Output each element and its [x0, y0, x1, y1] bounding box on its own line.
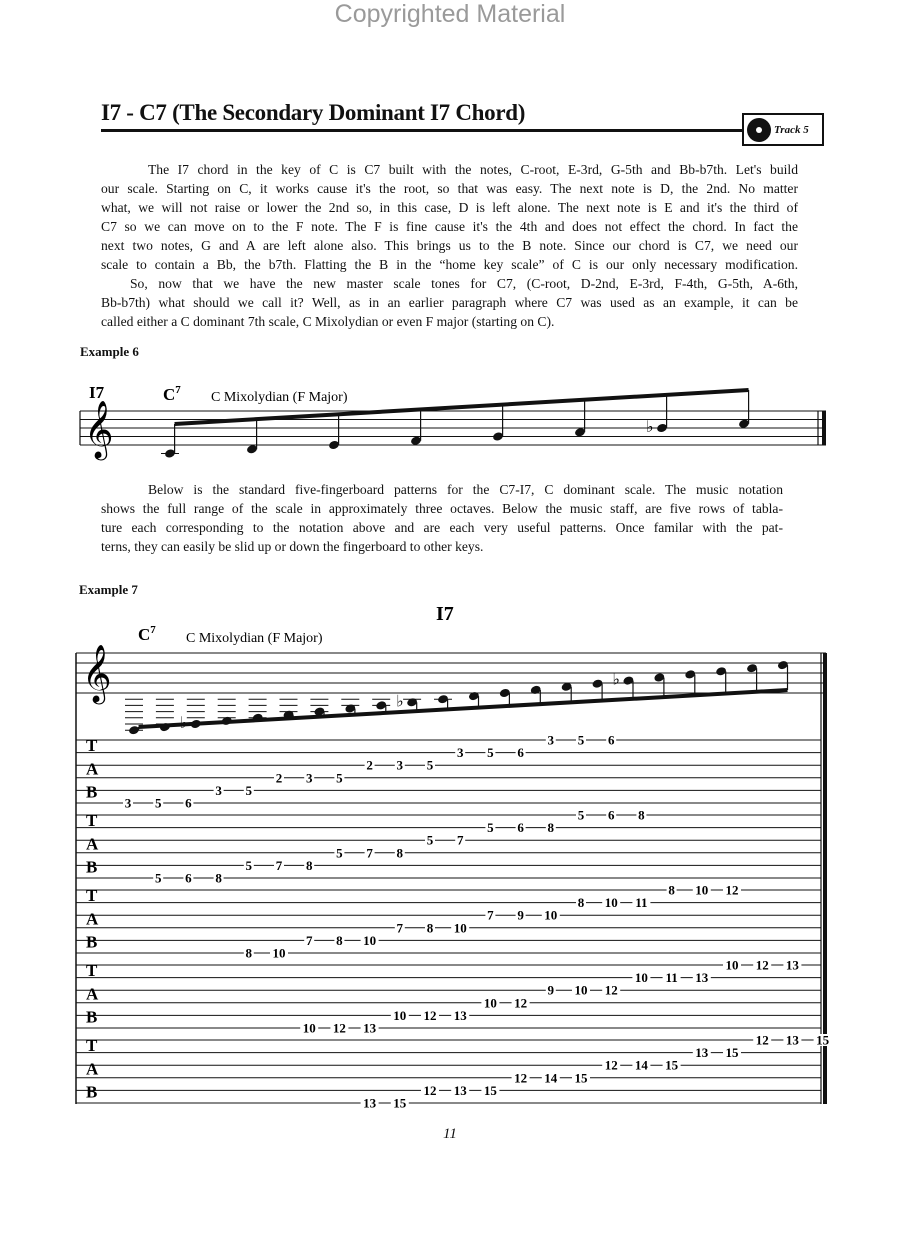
tab-fret-number: 15	[665, 1057, 679, 1073]
tab-fret-number: 7	[456, 832, 464, 848]
tab-fret-number: 12	[514, 995, 528, 1011]
flat-accidental: ♭	[612, 671, 620, 689]
tab-clef-letter: B	[86, 1082, 98, 1102]
example-6-label: Example 6	[80, 344, 139, 359]
tab-fret-number: 13	[453, 1082, 467, 1098]
tab-fret-number: 6	[607, 807, 615, 823]
tab-fret-number: 14	[634, 1057, 648, 1073]
tab-fret-number: 10	[544, 907, 558, 923]
scale-name: C Mixolydian (F Major)	[186, 631, 323, 646]
tab-fret-number: 7	[305, 932, 313, 948]
tab-fret-number: 8	[547, 820, 555, 836]
tab-fret-number: 10	[393, 1007, 407, 1023]
intro-line: our scale. Starting on C, it works cause it's the root, so that was easy. The next note is D, the 2nd. No matter	[101, 181, 798, 196]
treble-clef-icon: 𝄞	[82, 645, 112, 701]
tab-fret-number: 5	[426, 757, 434, 773]
tab-clef-letter: A	[86, 909, 99, 929]
tab-fret-number: 9	[517, 907, 524, 923]
tab-fret-number: 7	[275, 857, 283, 873]
tab-fret-number: 13	[453, 1007, 467, 1023]
tab-clef-letter: T	[86, 961, 98, 980]
tab-fret-number: 13	[363, 1095, 377, 1111]
intro-line: C7 so we can move on to the F note. The F is fine cause it's the 4th and does not effect the chord. In fact the	[101, 219, 798, 234]
treble-clef-icon: 𝄞	[84, 401, 114, 457]
tab-fret-number: 5	[245, 782, 253, 798]
tab-fret-number: 3	[396, 757, 404, 773]
tab-clef-letter: B	[86, 1007, 98, 1027]
tab-clef-letter: B	[86, 857, 98, 877]
page-number: 11	[443, 1126, 457, 1142]
tab-fret-number: 10	[363, 932, 377, 948]
tab-fret-number: 11	[665, 970, 678, 986]
tab-fret-number: 13	[785, 957, 799, 973]
tab-fret-number: 10	[302, 1020, 316, 1036]
chord-symbol: $C^7$	[163, 384, 181, 404]
tab-fret-number: 10	[695, 882, 709, 898]
tab-fret-number: 5	[336, 770, 343, 786]
tab-fret-number: 10	[272, 945, 286, 961]
tab-fret-number: 10	[453, 920, 467, 936]
example-7-heading: I7	[436, 603, 454, 625]
tab-fret-number: 15	[393, 1095, 407, 1111]
example-7-label: Example 7	[79, 582, 138, 597]
tab-clef-letter: B	[86, 782, 98, 802]
tab-fret-number: 7	[487, 907, 494, 923]
tab-fret-number: 8	[396, 845, 404, 861]
tab-fret-number: 10	[574, 982, 588, 998]
tab-fret-number: 8	[668, 882, 675, 898]
tab-fret-number: 3	[456, 745, 464, 761]
tab-fret-number: 7	[366, 845, 373, 861]
intro-line: what, we will not raise or lower the 2nd so, in this case, D is left alone. The next note is E and it's the third of	[101, 200, 798, 215]
middle-line: terns, they can easily be slid up or down the fingerboard to other keys.	[101, 539, 484, 554]
tab-clef-letter: B	[86, 932, 98, 952]
tab-fret-number: 13	[363, 1020, 377, 1036]
tab-fret-number: 5	[577, 807, 585, 823]
tab-fret-number: 6	[517, 745, 524, 761]
tab-fret-number: 5	[154, 795, 162, 811]
tab-fret-number: 12	[332, 1020, 346, 1036]
tab-fret-number: 12	[725, 882, 739, 898]
tab-clef-letter: A	[86, 759, 99, 779]
tab-fret-number: 10	[725, 957, 739, 973]
flat-accidental: ♭	[396, 693, 404, 711]
tab-clef-letter: A	[86, 984, 99, 1004]
tab-fret-number: 12	[755, 957, 769, 973]
tab-fret-number: 8	[426, 920, 434, 936]
intro-line: So, now that we have the new master scale tones for C7, (C-root, D-2nd, E-3rd, F-4th, G-5th, A-6th,	[130, 276, 798, 291]
intro-line: called either a C dominant 7th scale, C Mixolydian or even F major (starting on C).	[101, 314, 555, 329]
tab-fret-number: 15	[816, 1032, 830, 1048]
roman-numeral: I7	[89, 383, 105, 402]
tab-fret-number: 12	[755, 1032, 769, 1048]
tab-fret-number: 13	[695, 1045, 709, 1061]
tab-fret-number: 8	[336, 932, 343, 948]
tab-clef-letter: A	[86, 834, 99, 854]
tab-fret-number: 5	[426, 832, 434, 848]
tab-fret-number: 12	[423, 1007, 437, 1023]
tab-clef-letter: T	[86, 736, 98, 755]
tab-fret-number: 11	[635, 895, 648, 911]
tab-fret-number: 12	[604, 1057, 618, 1073]
chord-symbol: $C^7$	[138, 624, 156, 644]
tab-fret-number: 5	[577, 732, 585, 748]
tab-fret-number: 5	[154, 870, 162, 886]
tab-fret-number: 6	[185, 795, 192, 811]
tab-fret-number: 15	[574, 1070, 588, 1086]
scale-name: C Mixolydian (F Major)	[211, 390, 348, 405]
copyright-watermark: Copyrighted Material	[334, 0, 566, 28]
tab-fret-number: 8	[305, 857, 313, 873]
tab-fret-number: 3	[547, 732, 555, 748]
tab-fret-number: 12	[423, 1082, 437, 1098]
tab-fret-number: 15	[725, 1045, 739, 1061]
tab-fret-number: 6	[607, 732, 615, 748]
tab-clef-letter: T	[86, 811, 98, 830]
tab-clef-letter: T	[86, 886, 98, 905]
flat-accidental: ♭	[646, 419, 654, 436]
tab-fret-number: 9	[547, 982, 555, 998]
tab-fret-number: 5	[245, 857, 253, 873]
tab-fret-number: 2	[366, 757, 373, 773]
intro-line: Bb-b7th) what should we call it? Well, as in an earlier paragraph where C7 was used as an example, it can be	[101, 295, 798, 310]
section-title: I7 - C7 (The Secondary Dominant I7 Chord)	[101, 100, 526, 125]
tab-fret-number: 5	[487, 745, 494, 761]
middle-line: Below is the standard five-fingerboard patterns for the C7-I7, C dominant scale. The music notation	[148, 482, 783, 497]
tab-fret-number: 10	[634, 970, 648, 986]
tab-fret-number: 2	[275, 770, 283, 786]
middle-line: ture each corresponding to the notation above and are each very useful patterns. Once familar with the pat-	[101, 520, 783, 535]
tab-fret-number: 3	[305, 770, 313, 786]
tab-fret-number: 8	[215, 870, 222, 886]
tab-clef-letter: A	[86, 1059, 99, 1079]
tab-fret-number: 13	[695, 970, 709, 986]
tab-fret-number: 8	[577, 895, 585, 911]
intro-line: scale to contain a Bb, the b7th. Flatting the B in the “home key scale” of C is our only necessary modification.	[101, 257, 798, 272]
note-beam	[139, 690, 788, 727]
tab-fret-number: 5	[336, 845, 343, 861]
track-label: Track 5	[774, 123, 809, 136]
tab-fret-number: 6	[517, 820, 524, 836]
tab-fret-number: 10	[604, 895, 618, 911]
tab-fret-number: 12	[514, 1070, 528, 1086]
tab-fret-number: 12	[604, 982, 618, 998]
tab-fret-number: 6	[185, 870, 192, 886]
intro-line: next two notes, G and A are left alone also. This brings us to the B note. Since our chord is C7, we need our	[101, 238, 798, 253]
tab-clef-letter: T	[86, 1036, 98, 1055]
tab-fret-number: 10	[483, 995, 497, 1011]
tab-fret-number: 8	[638, 807, 645, 823]
tab-fret-number: 5	[487, 820, 494, 836]
tab-fret-number: 3	[124, 795, 132, 811]
tab-fret-number: 13	[785, 1032, 799, 1048]
tab-fret-number: 8	[245, 945, 253, 961]
tab-fret-number: 7	[396, 920, 404, 936]
intro-line: The I7 chord in the key of C is C7 built with the notes, C-root, E-3rd, G-5th and Bb-b7th. Let's build	[148, 162, 798, 177]
tab-fret-number: 3	[215, 782, 222, 798]
tab-fret-number: 14	[544, 1070, 558, 1086]
middle-line: shows the full range of the scale in approximately three octaves. Below the music staff, are five rows of tabla-	[101, 501, 783, 516]
tab-fret-number: 15	[483, 1082, 497, 1098]
